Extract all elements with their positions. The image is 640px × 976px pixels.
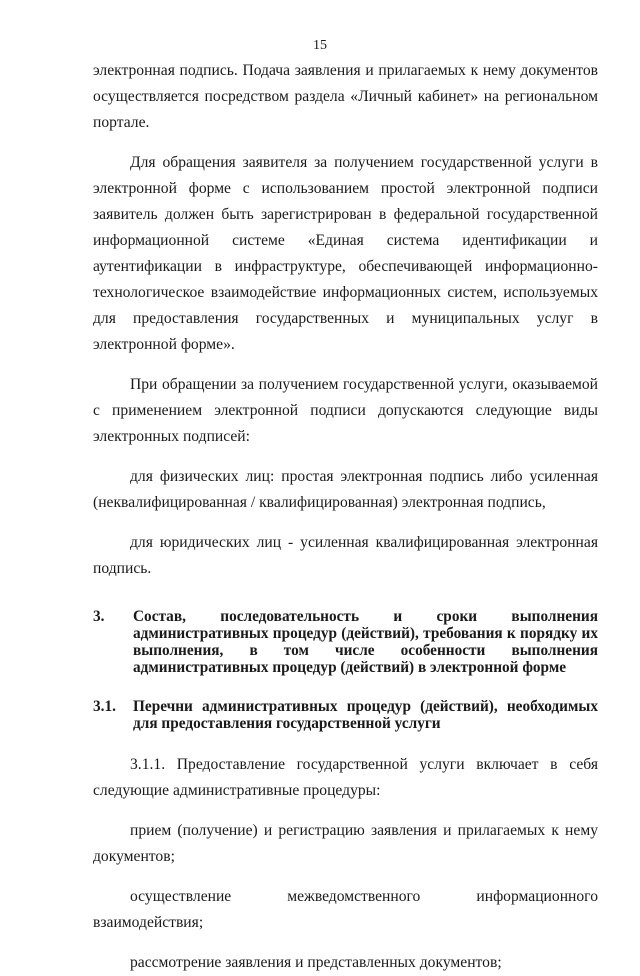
page-number: 15 (313, 38, 327, 53)
section-number: 3.1. (93, 698, 116, 715)
section-heading-3 (93, 608, 598, 676)
list-item: осуществление межведомственного информационного взаимодействия; (93, 888, 598, 931)
paragraph: электронная подпись. Подача заявления и прилагаемых к нему документов осуществляется посредством раздела «Личный кабинет» на региональном портале. (93, 62, 598, 131)
section-number: 3. (93, 608, 105, 625)
paragraph: При обращении за получением государственной услуги, оказываемой с применением электронной подписи допускаются следующие виды электронных подписей: (93, 376, 598, 445)
paragraph: 3.1.1. Предоставление государственной услуги включает в себя следующие административные процедуры: (93, 756, 598, 799)
list-item: прием (получение) и регистрацию заявления и прилагаемых к нему документов; (93, 822, 598, 865)
list-item: рассмотрение заявления и представленных документов; (130, 954, 502, 971)
paragraph: для физических лиц: простая электронная подпись либо усиленная (неквалифицированная / квалифицированная) электронная подпись, (93, 468, 598, 511)
page-content (93, 58, 598, 976)
section-title: Перечни административных процедур (действий), необходимых для предоставления государственной услуги (133, 698, 598, 732)
section-title: Состав, последовательность и сроки выполнения административных процедур (действий), требования к порядку их выполнения, в том числе особенности выполнения административных процедур (действий) в электронной форме (133, 608, 598, 676)
paragraph: для юридических лиц - усиленная квалифицированная электронная подпись. (93, 534, 598, 577)
section-heading-3-1 (93, 698, 598, 732)
paragraph: Для обращения заявителя за получением государственной услуги в электронной форме с использованием простой электронной подписи заявитель должен быть зарегистрирован в федеральной государственной информационной системе «Единая система идентификации и аутентификации в инфраструктуре, обеспечивающей информационно-технологическое взаимодействие информационных систем, используемых для предоставления государственных и муниципальных услуг в электронной форме». (93, 154, 598, 353)
